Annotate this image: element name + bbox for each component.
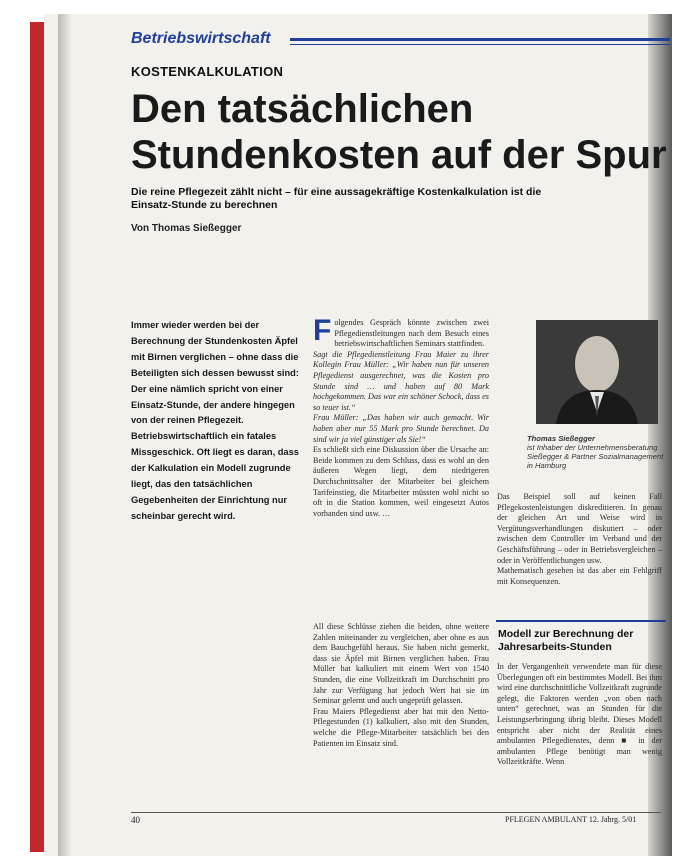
portrait-illustration — [536, 320, 658, 424]
body-paragraph: Frau Müller: „Das haben wir auch gemacht. Wir haben aber nur 55 Mark pro Stunde berechnet. Da sind wir ja viel günstiger als Sie!“ — [313, 413, 489, 444]
footer-rule — [131, 812, 661, 813]
body-column-1-lower — [313, 622, 489, 749]
page-number: 40 — [131, 815, 140, 825]
caption-name: Thomas Sießegger — [527, 434, 595, 443]
kicker: KOSTENKALKULATION — [131, 64, 284, 79]
body-paragraph: Das Beispiel soll auf keinen Fall Pflegekostenleistungen diskreditieren. In genau der gleichen Art und Weise wird in Vergütungsverhandlungen diskutiert – oder zwischen dem Controller im Verband und der Geschäftsführung – oder in Betriebsvergleichen – oder in Veröffentlichungen usw. — [497, 492, 662, 565]
headline-line-2: Stundenkosten auf der Spur — [131, 133, 667, 177]
rubric-rule-thin — [290, 44, 670, 45]
spine-shadow — [58, 14, 72, 856]
body-paragraph: Es schließt sich eine Diskussion über die Ursache an: Beide kommen zu dem Schluss, dass es wohl an den äußeren Wegen liegt, dem niedrigeren Durchschnittsalter der Mitarbeiter bei gleichem Tarifeinstieg, die Mitarbeiter müssten wohl nicht so oft in die Station kommen, weil eingesetzt Autos vorhanden sind usw. … — [313, 445, 489, 518]
photo-caption — [527, 434, 667, 470]
body-column-2-lower: In der Vergangenheit verwendete man für diese Überlegungen oft ein bestimmtes Modell. Bei ihm wird eine durchschnittliche Vollzeitkraft zugrunde gelegt, die Faktoren werden „von oben nach unten“ gerechnet, was an Stunden für die Leistungserbringung übrig bleibt. Dieses Modell entspricht aber nicht der Realität eines ambulanten Pflegedienstes, denn ■ in der ambulanten Pflege benötigt man wenig Vollzeitkräfte. Wenn — [497, 662, 662, 767]
rubric-rule — [290, 38, 670, 41]
byline: Von Thomas Sießegger — [131, 223, 242, 234]
body-paragraph: Sagt die Pflegedienstleitung Frau Maier zu ihrer Kollegin Frau Müller: „Wir haben nun für unseren Pflegedienst ausgerechnet, was die Kosten pro Stunde sind … und haben auf 80 Mark hochgekommen. Das war ein schöner Schock, dass es so teuer ist.“ — [313, 349, 489, 412]
footer-publication: PFLEGEN AMBULANT 12. Jahrg. 5/01 — [505, 815, 637, 824]
author-photo — [536, 320, 658, 424]
body-paragraph: Frau Maiers Pflegedienst aber hat mit den Netto-Pflegestunden (1) kalkuliert, also mit den Stunden, welche die Pflege-Mitarbeiter tatsächlich bei den Patienten im Einsatz sind. — [313, 706, 489, 748]
body-column-2 — [497, 492, 662, 587]
body-column-1 — [313, 314, 489, 519]
body-paragraph: All diese Schlüsse ziehen die beiden, ohne weitere Zahlen miteinander zu vergleichen, aber ohne es aus dem Bauchgefühl heraus. Sie haben nicht gemerkt, dass sie Äpfel mit Birnen verglichen haben. Frau Müller hat kalkuliert mit einem Wert von 1540 Stunden, die eine Vollzeitkraft im Durchschnitt pro Jahr zur Verfügung hat jedoch Wert hat sie im Seminar gelernt und auch ungeprüft gelassen. — [313, 622, 489, 706]
section-rubric: Betriebswirtschaft — [131, 30, 271, 47]
intro-paragraph: Immer wieder werden bei der Berechnung der Stundenkosten Äpfel mit Birnen verglichen – ohne dass die Beteiligten sich dessen bewusst sind: Der eine nämlich spricht von einer Einsatz-Stunde, der andere hingegen von der reinen Pflegezeit. Betriebswirtschaftlich ein fatales Missgeschick. Oft liegt es daran, dass der Kalkulation ein Modell zugrunde liegt, das den tatsächlichen Gegebenheiten der Einrichtung nur scheinbar gerecht wird. — [131, 320, 299, 521]
headline — [131, 86, 683, 178]
lead-paragraph: Die reine Pflegezeit zählt nicht – für eine aussagekräftige Kostenkalkulation ist die Einsatz-Stunde zu berechnen — [131, 186, 542, 211]
caption-role: ist Inhaber der Unternehmensberatung Sießegger & Partner Sozialmanagement in Hamburg — [527, 443, 664, 470]
headline-line-1: Den tatsächlichen — [131, 87, 474, 131]
subhead: Modell zur Berechnung der Jahresarbeits-Stunden — [498, 628, 634, 653]
subhead-rule — [496, 620, 666, 622]
drop-cap: F — [313, 314, 332, 347]
body-paragraph: Mathematisch gesehen ist das aber ein Fehlgriff mit Konsequenzen. — [497, 566, 662, 586]
body-paragraph: olgendes Gespräch könnte zwischen zwei Pflegedienstleitungen nach dem Besuch eines betriebswirtschaftlichen Seminars stattfinden. — [334, 318, 489, 349]
